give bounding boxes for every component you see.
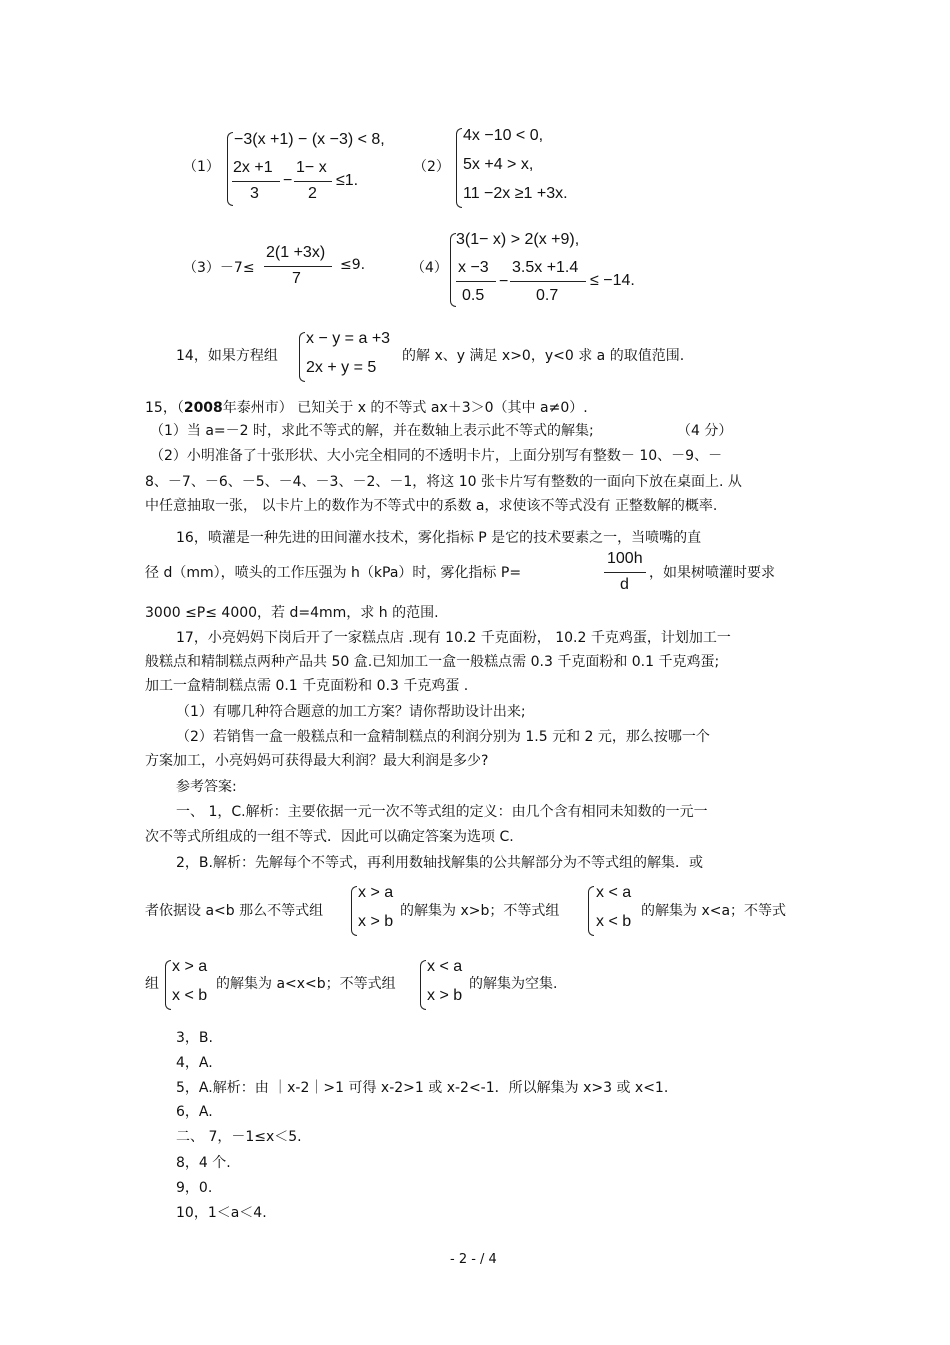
q14-prefix: 14，如果方程组 xyxy=(176,348,278,364)
q16-frac-num: 100h xyxy=(607,550,643,567)
q13-p1-frac1-den: 3 xyxy=(250,185,259,202)
q15-line1-rest: 年泰州市） 已知关于 x 的不等式 ax＋3＞0（其中 a≠0）. xyxy=(222,400,588,416)
q13-p2-line2: 5x +4 > x, xyxy=(463,156,534,173)
answer-8: 8，4 个. xyxy=(176,1155,231,1171)
q13-p2-label: （2） xyxy=(413,159,450,175)
q16-line3: 3000 ≤P≤ 4000，若 d=4mm，求 h 的范围. xyxy=(145,605,439,621)
answer-2-system3-bottom: x < b xyxy=(172,987,208,1004)
q13-p2-brace xyxy=(456,128,462,208)
answer-3: 3，B. xyxy=(176,1030,213,1046)
q13-p2-line1: 4x −10 < 0, xyxy=(463,127,544,144)
page-number: - 2 - / 4 xyxy=(450,1252,497,1267)
q13-p2-line3: 11 −2x ≥1 +3x. xyxy=(463,185,568,202)
answer-4: 4，A. xyxy=(176,1055,213,1071)
answer-2-line2-mid: 的解集为 x>b；不等式组 xyxy=(400,903,560,919)
q17-sub2-line1: （2）若销售一盒一般糕点和一盒精制糕点的利润分别为 1.5 元和 2 元，那么按哪一个 xyxy=(176,729,710,745)
answer-2-system2-top: x < a xyxy=(596,884,632,901)
q17-line1: 17，小亮妈妈下岗后开了一家糕点店 .现有 10.2 千克面粉， 10.2 千克鸡蛋，计划加工一 xyxy=(176,630,731,646)
answer-2-system4-bottom: x > b xyxy=(427,987,463,1004)
q13-p1-frac1-bar xyxy=(232,181,280,182)
answer-2-system2-bottom: x < b xyxy=(596,913,632,930)
q16-line2-pre: 径 d（mm），喷头的工作压强为 h（kPa）时，雾化指标 P= xyxy=(145,565,522,581)
answers-title: 参考答案: xyxy=(176,779,237,795)
q13-p4-line1: 3(1− x) > 2(x +9), xyxy=(456,231,580,248)
q13-p1-tail: ≤1. xyxy=(336,172,359,189)
q13-p4-frac2-num: 3.5x +1.4 xyxy=(512,259,579,276)
q16-line1: 16，喷灌是一种先进的田间灌水技术，雾化指标 P 是它的技术要素之一，当喷嘴的直 xyxy=(176,530,702,546)
q14-eq2: 2x + y = 5 xyxy=(306,359,377,376)
answer-2-system1-brace xyxy=(351,886,357,936)
answer-2-line1: 2，B.解析：先解每个不等式，再利用数轴找解集的公共解部分为不等式组的解集．或 xyxy=(176,855,703,871)
q13-p1-frac2-bar xyxy=(294,181,332,182)
q16-frac-bar xyxy=(604,572,646,573)
q17-line2: 般糕点和精制糕点两种产品共 50 盒.已知加工一盒一般糕点需 0.3 千克面粉和 0.1 千克鸡蛋; xyxy=(145,654,720,670)
answer-9: 9，0. xyxy=(176,1180,213,1196)
answer-2-line2-pre: 者依据设 a<b 那么不等式组 xyxy=(145,903,324,919)
q17-sub1: （1）有哪几种符合题意的加工方案？请你帮助设计出来; xyxy=(176,704,526,720)
q13-p1-frac2-den: 2 xyxy=(308,185,317,202)
q14-suffix: 的解 x、y 满足 x>0，y<0 求 a 的取值范围. xyxy=(402,348,685,364)
q15-sub1: （1）当 a=－2 时，求此不等式的解，并在数轴上表示此不等式的解集; xyxy=(150,423,594,439)
answer-1-line2: 次不等式所组成的一组不等式．因此可以确定答案为选项 C. xyxy=(145,829,514,845)
q15-sub2-line2: 8、－7、－6、－5、－4、－3、－2、－1，将这 10 张卡片写有整数的一面向下放在桌面上. 从 xyxy=(145,474,742,490)
answer-5: 5，A.解析：由 ｜x-2｜>1 可得 x-2>1 或 x-2<-1．所以解集为 x>3 或 x<1. xyxy=(176,1080,669,1096)
answer-7: 二、 7，－1≤x＜5. xyxy=(176,1129,302,1145)
q13-p4-frac2-den: 0.7 xyxy=(536,287,559,304)
q14-eq1: x − y = a +3 xyxy=(306,330,391,347)
q15-line1 xyxy=(145,397,588,417)
answer-1-line1: 一、 1，C.解析：主要依据一元一次不等式组的定义：由几个含有相同未知数的一元一 xyxy=(176,804,708,820)
q13-p4-frac2-bar xyxy=(510,281,586,282)
q13-p1-minus: − xyxy=(283,172,293,189)
q15-sub2-line3: 中任意抽取一张， 以卡片上的数作为不等式中的系数 a，求使该不等式没有 正整数解的概率. xyxy=(145,498,718,514)
q15-sub1-score: （4 分） xyxy=(677,423,733,439)
q17-line3: 加工一盒精制糕点需 0.1 千克面粉和 0.3 千克鸡蛋 . xyxy=(145,678,469,694)
answer-2-system1-top: x > a xyxy=(358,884,394,901)
answer-2-system4-top: x < a xyxy=(427,958,463,975)
q13-p3-tail: ≤9. xyxy=(340,257,366,273)
q13-p3-frac-num: 2(1 +3x) xyxy=(266,244,326,261)
answer-2-line3-pre: 组 xyxy=(145,976,159,992)
q13-p1-line1: −3(x +1) − (x −3) < 8, xyxy=(234,131,385,148)
q13-p1-label: （1） xyxy=(183,159,220,175)
answer-2-system4-brace xyxy=(420,960,426,1010)
answer-10: 10，1＜a＜4. xyxy=(176,1205,267,1221)
answer-6: 6，A. xyxy=(176,1104,213,1120)
answer-2-system2-brace xyxy=(588,886,594,936)
q13-p3-label: （3）－7≤ xyxy=(183,260,255,276)
q15-year: 2008 xyxy=(183,400,223,416)
answer-2-system3-top: x > a xyxy=(172,958,208,975)
q13-p4-minus: − xyxy=(499,273,509,290)
q13-p4-frac1-bar xyxy=(456,281,496,282)
answer-2-line3-post: 的解集为空集. xyxy=(469,976,558,992)
answer-2-line3-mid: 的解集为 a<x<b；不等式组 xyxy=(216,976,396,992)
q15-num: 15，（ xyxy=(145,400,184,416)
q17-sub2-line2: 方案加工，小亮妈妈可获得最大利润？最大利润是多少? xyxy=(145,753,489,769)
q13-p4-frac1-den: 0.5 xyxy=(462,287,485,304)
q13-p4-label: （4） xyxy=(411,260,448,276)
q13-p3-frac-den: 7 xyxy=(292,270,301,287)
q13-p4-frac1-num: x −3 xyxy=(458,259,489,276)
q15-sub2-line1: （2）小明准备了十张形状、大小完全相同的不透明卡片，上面分别写有整数－ 10、－9、－ xyxy=(150,448,723,464)
q13-p1-frac2-num: 1− x xyxy=(296,159,327,176)
answer-2-system3-brace xyxy=(165,960,171,1010)
q14-brace xyxy=(299,332,305,382)
q16-frac-den: d xyxy=(620,576,629,593)
q13-p3-frac-bar xyxy=(264,266,332,267)
q16-line2-post: ，如果树喷灌时要求 xyxy=(649,565,775,581)
answer-2-system1-bottom: x > b xyxy=(358,913,394,930)
answer-2-line2-post: 的解集为 x<a；不等式 xyxy=(641,903,787,919)
q13-p4-tail: ≤ −14. xyxy=(590,272,635,289)
q13-p1-frac1-num: 2x +1 xyxy=(233,159,273,176)
